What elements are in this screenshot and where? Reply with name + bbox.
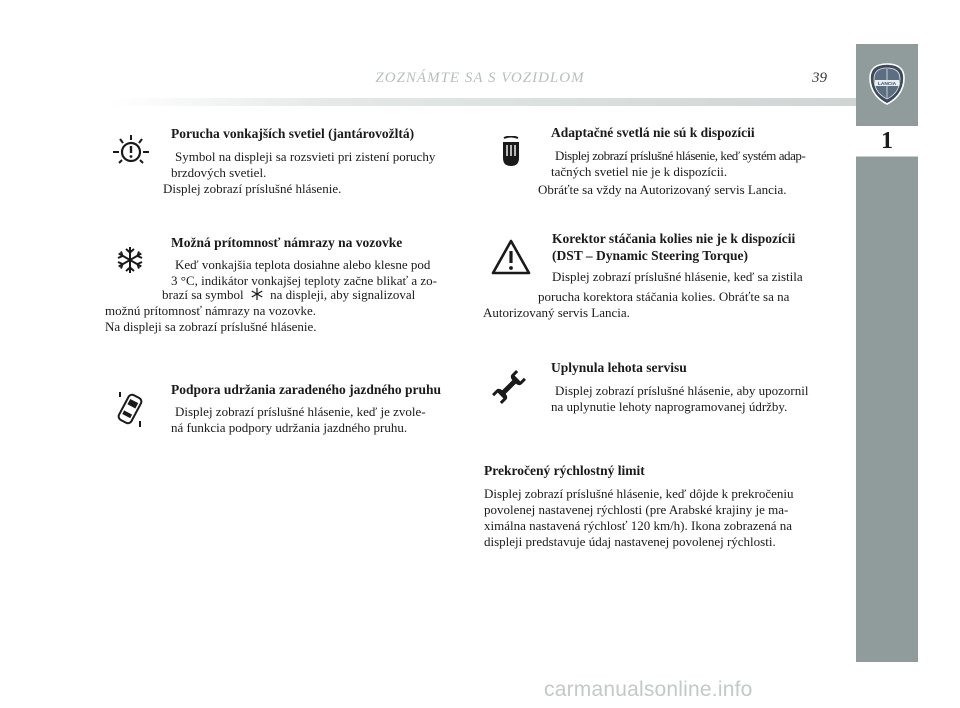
- paragraph-line: Displej zobrazí príslušné hlásenie.: [163, 181, 342, 196]
- snowflake-icon: [115, 245, 145, 275]
- header-band: [110, 98, 856, 106]
- paragraph-line: 3 °C, indikátor vonkajšej teploty začne blikať a zo-: [171, 273, 437, 288]
- adaptive-headlight-icon: [500, 136, 522, 168]
- lancia-logo: [856, 44, 918, 124]
- chapter-number-tab: 1: [856, 126, 918, 156]
- speed-limit-paragraph: [484, 486, 838, 550]
- exterior-light-fault-section: [171, 125, 435, 181]
- speed-limit-section: [484, 462, 838, 550]
- paragraph-line: brazí sa symbol na displeji, aby signalizoval: [162, 287, 416, 302]
- sidebar-divider: [856, 156, 918, 157]
- watermark: carmanualsonline.info: [544, 678, 753, 701]
- paragraph-line: Displej zobrazí príslušné hlásenie, keď sa zistila: [552, 269, 803, 284]
- paragraph-line: displeji predstavuje údaj nastavenej povolenej rýchlosti.: [484, 534, 776, 549]
- paragraph-line: Displej zobrazí príslušné hlásenie, keď je zvole-: [175, 404, 426, 419]
- paragraph-line: Displej zobrazí príslušné hlásenie, keď systém adap-: [555, 148, 806, 163]
- paragraph-line: Symbol na displeji sa rozsvieti pri zistení poruchy: [175, 149, 436, 164]
- paragraph-line: brzdových svetiel.: [171, 165, 267, 180]
- lancia-shield-icon: [867, 62, 907, 106]
- service-due-section: [551, 359, 837, 415]
- section-title: Možná prítomnosť námrazy na vozovke: [171, 235, 403, 250]
- paragraph-line: Obráťte sa vždy na Autorizovaný servis Lancia.: [538, 182, 787, 197]
- paragraph-line: ná funkcia podpory udržania jazdného pruhu.: [171, 420, 408, 435]
- wrench-icon: [491, 368, 527, 406]
- warning-triangle-icon: [490, 238, 532, 276]
- section-title: Adaptačné svetlá nie sú k dispozícii: [551, 125, 755, 140]
- running-header: ZOZNÁMTE SA S VOZIDLOM: [375, 70, 585, 86]
- paragraph-line: povolenej nastavenej rýchlosti (pre Arabské krajiny je ma-: [484, 502, 789, 517]
- dst-section: [552, 230, 838, 285]
- paragraph-line: tačných svetiel nie je k dispozícii.: [551, 164, 728, 179]
- paragraph-line: ximálna nastavená rýchlosť 120 km/h). Ikona zobrazená na: [484, 518, 793, 533]
- section-title: Podpora udržania zaradeného jazdného pruhu: [171, 382, 442, 397]
- paragraph-line: Keď vonkajšia teplota dosiahne alebo klesne pod: [175, 257, 431, 272]
- exterior-light-fault-icon: [112, 133, 150, 167]
- lane-keeping-icon: [116, 390, 144, 428]
- paragraph-line: porucha korektora stáčania kolies. Obráťte sa na: [538, 289, 790, 304]
- section-title: Porucha vonkajších svetiel (jantárovožltá): [171, 126, 415, 141]
- paragraph-line: Displej zobrazí príslušné hlásenie, aby upozornil: [555, 383, 809, 398]
- svg-text:LANCIA: LANCIA: [877, 82, 897, 87]
- section-title: Uplynula lehota servisu: [551, 360, 687, 375]
- icy-road-section: [171, 234, 461, 289]
- section-title: Prekročený rýchlostný limit: [484, 463, 645, 478]
- section-title: Korektor stáčania kolies nie je k dispozícii: [552, 231, 796, 246]
- paragraph-line: Autorizovaný servis Lancia.: [483, 305, 630, 320]
- paragraph-line: na uplynutie lehoty naprogramovanej údržby.: [551, 399, 788, 414]
- chapter-sidebar: [856, 44, 918, 662]
- adaptive-lights-section: [551, 124, 837, 180]
- page-number: 39: [812, 70, 827, 86]
- paragraph-line: možnú prítomnosť námrazy na vozovke.: [105, 303, 316, 318]
- paragraph-line: Na displeji sa zobrazí príslušné hlásenie.: [105, 319, 317, 334]
- section-title: (DST – Dynamic Steering Torque): [552, 248, 749, 263]
- lane-keeping-section: [171, 381, 457, 436]
- snowflake-inline-icon: [250, 287, 264, 301]
- paragraph-line: Displej zobrazí príslušné hlásenie, keď dôjde k prekročeniu: [484, 486, 794, 501]
